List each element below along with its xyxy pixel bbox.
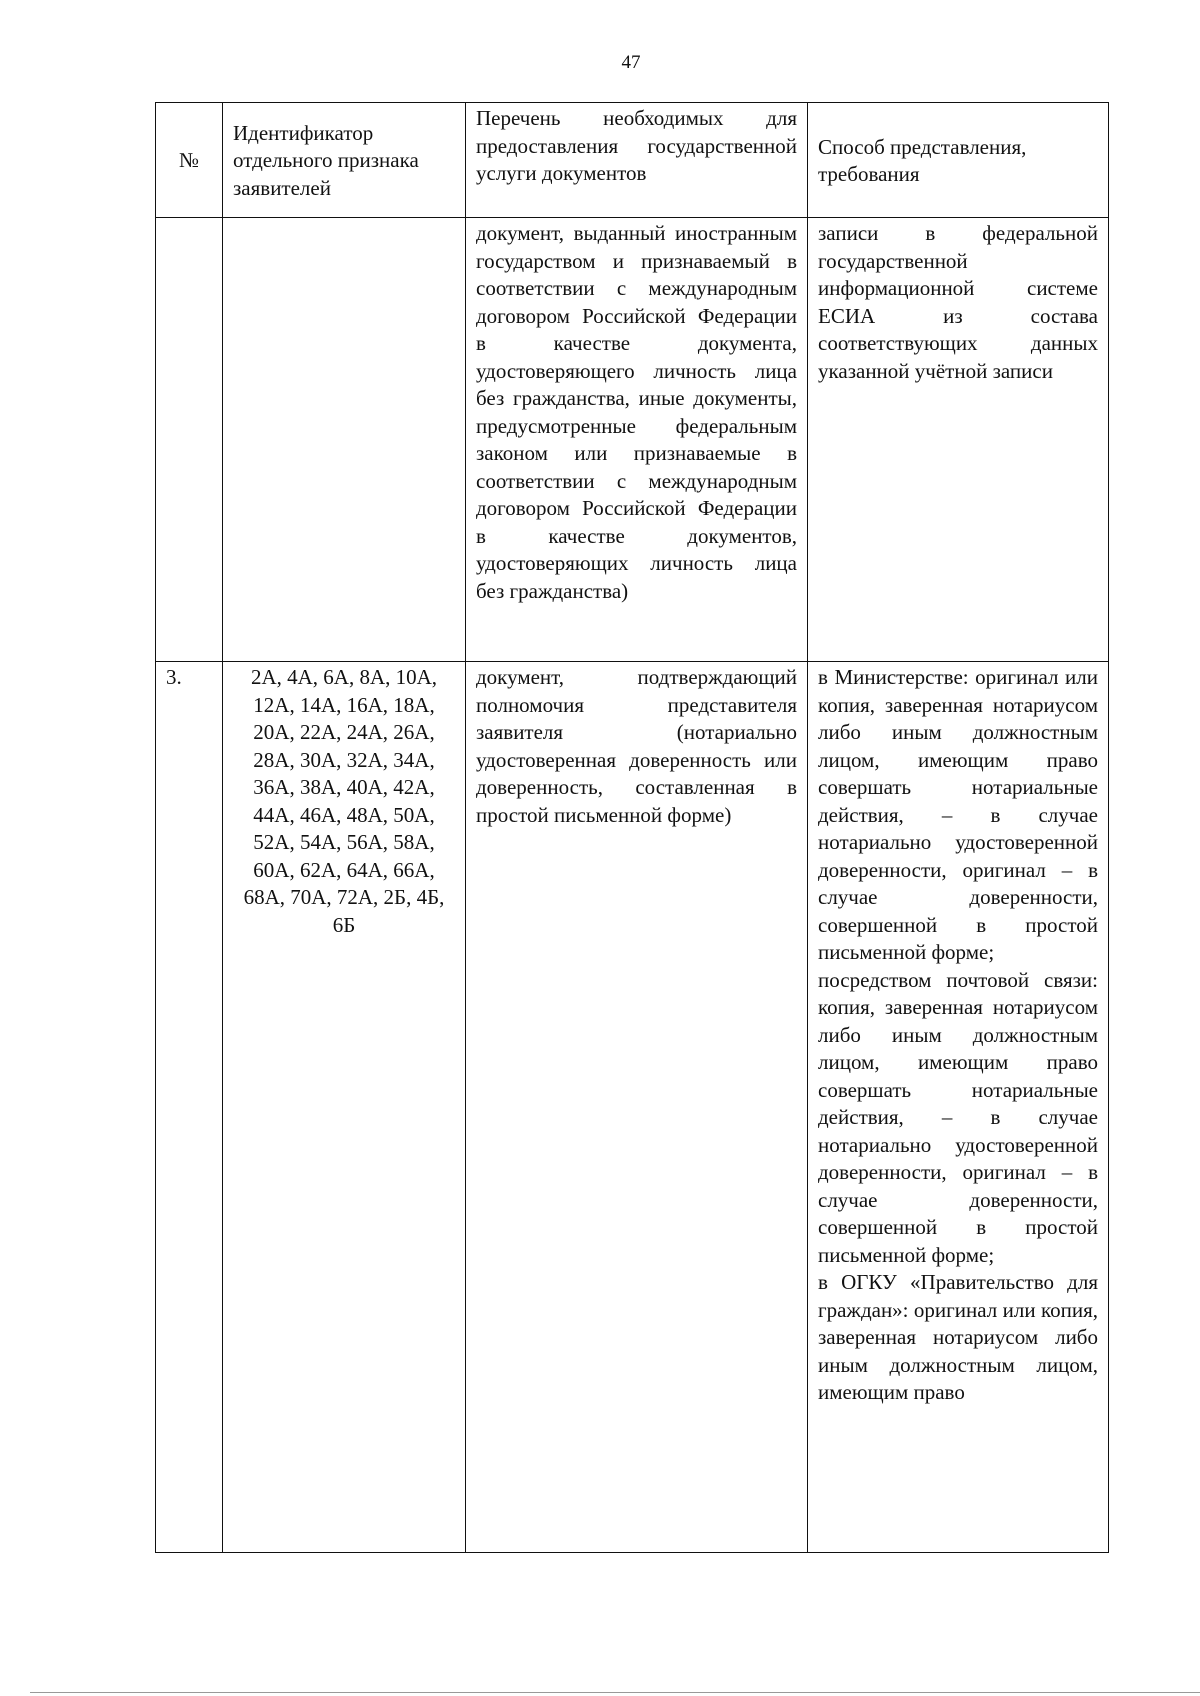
- table-header: [156, 103, 1109, 218]
- page-number: 47: [621, 52, 641, 73]
- method-paragraph-post: посредством почтовой связи: копия, заверенная нотариусом либо иным должностным лицом, имеющим право совершать нотариальные действия, – в случае нотариально удостоверенной доверенности, оригинал – в случае доверенности, совершенной в простой письменной форме;: [818, 967, 1098, 1267]
- identifier-cell: 2А, 4А, 6А, 8А, 10А, 12А, 14А, 16А, 18А, 20А, 22А, 24А, 26А, 28А, 30А, 32А, 34А, 36А, 38А, 40А, 42А, 44А, 46А, 48А, 50А, 52А, 54А, 56А, 58А, 60А, 62А, 64А, 66А, 68А, 70А, 72А, 2Б, 4Б, 6Б: [223, 662, 466, 1553]
- row-number-cell: 3.: [156, 662, 223, 1553]
- requirements-table: [155, 102, 1109, 1553]
- table-row: [156, 662, 1109, 1553]
- header-identifier: Идентификатор отдельного признака заявителей: [223, 103, 466, 218]
- documents-cell: документ, подтверждающий полномочия представителя заявителя (нотариально удостоверенная доверенность или доверенность, составленная в простой письменной форме): [466, 662, 808, 1553]
- method-cell: [808, 662, 1109, 1553]
- identifier-cell: [223, 218, 466, 662]
- documents-cell: документ, выданный иностранным государством и признаваемый в соответствии с международным договором Российской Федерации в качестве документа, удостоверяющего личность лица без гражданства, иные документы, предусмотренные федеральным законом или признаваемые в соответствии с международным договором Российской Федерации в качестве документов, удостоверяющих личность лица без гражданства): [466, 218, 808, 662]
- row-number-cell: [156, 218, 223, 662]
- bottom-rule: [30, 1692, 1200, 1693]
- header-documents: Перечень необходимых для предоставления государственной услуги документов: [466, 103, 808, 218]
- method-cell: записи в федеральной государственной информационной системе ЕСИА из состава соответствующих данных указанной учётной записи: [808, 218, 1109, 662]
- header-number: №: [156, 103, 223, 218]
- method-paragraph-ogku: в ОГКУ «Правительство для граждан»: оригинал или копия, заверенная нотариусом либо иным должностным лицом, имеющим право: [818, 1270, 1098, 1404]
- header-method: Способ представления, требования: [808, 103, 1109, 218]
- method-paragraph-ministry: в Министерстве: оригинал или копия, заверенная нотариусом либо иным должностным лицом, имеющим право совершать нотариальные действия, – в случае нотариально удостоверенной доверенности, оригинал – в случае доверенности, совершенной в простой письменной форме;: [818, 665, 1098, 964]
- table-row: [156, 218, 1109, 662]
